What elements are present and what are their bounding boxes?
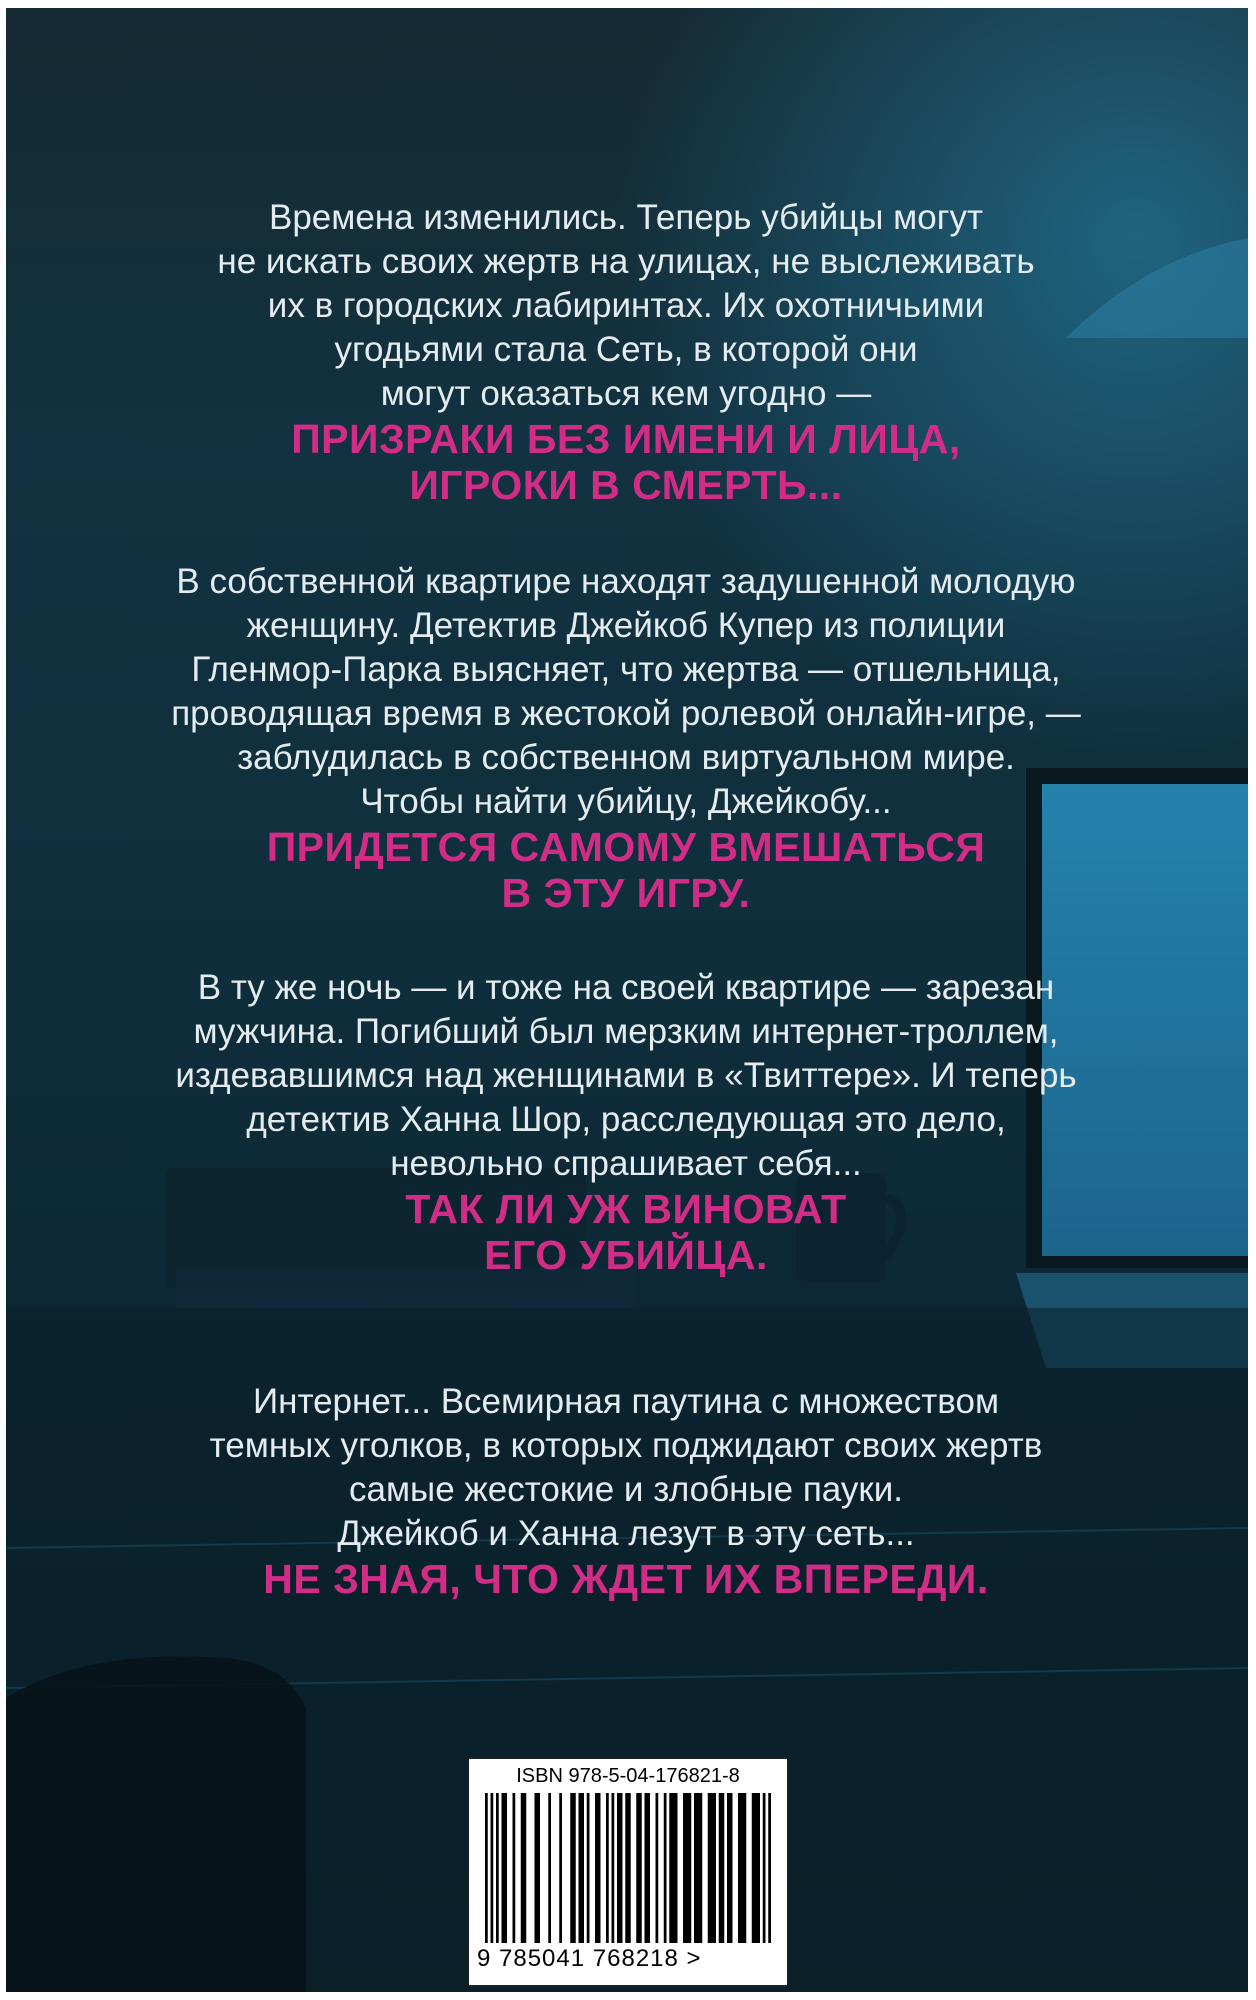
text-line: проводящая время в жестокой ролевой онлайн-игре, — [171, 694, 1081, 733]
text-line: Гленмор-Парка выясняет, что жертва — отшельница, [191, 650, 1061, 689]
highlight-line: В ЭТУ ИГРУ. [501, 870, 751, 916]
text-line: самые жестокие и злобные пауки. [349, 1470, 903, 1509]
text-line: Джейкоб и Ханна лезут в эту сеть... [337, 1514, 915, 1553]
text-line: угодьями стала Сеть, в которой они [334, 330, 918, 369]
blurb-paragraph-4 [126, 1380, 1126, 1602]
blurb-paragraph-3 [126, 966, 1126, 1278]
book-back-cover [6, 8, 1248, 1992]
text-line: темных уголков, в которых поджидают своих жертв [209, 1426, 1043, 1465]
barcode-bar [656, 1793, 659, 1943]
text-line: не искать своих жертв на улицах, не выслеживать [217, 242, 1035, 281]
barcode-bar [491, 1793, 494, 1943]
text-line: их в городских лабиринтах. Их охотничьими [267, 286, 985, 325]
barcode-bar [645, 1793, 651, 1943]
isbn-label: ISBN 978-5-04-176821-8 [516, 1765, 740, 1787]
text-line: мужчина. Погибший был мерзким интернет-троллем, [193, 1012, 1059, 1051]
text-line: В собственной квартире находят задушенной молодую [176, 562, 1076, 601]
text-line: невольно спрашивает себя... [390, 1144, 862, 1183]
barcode-bar [708, 1793, 716, 1943]
text-line: Интернет... Всемирная паутина с множеством [252, 1382, 1000, 1421]
highlight-line: ПРИЗРАКИ БЕЗ ИМЕНИ И ЛИЦА, [291, 416, 961, 462]
text-line: Времена изменились. Теперь убийцы могут [269, 198, 983, 237]
barcode-bar [535, 1793, 541, 1943]
blurb-paragraph-1 [126, 196, 1126, 508]
barcode-bar [669, 1793, 677, 1943]
barcode-bar [502, 1793, 508, 1943]
barcode-bars [485, 1793, 771, 1943]
barcode-bar [683, 1793, 691, 1943]
barcode-bar [625, 1793, 631, 1943]
barcode-bar [617, 1793, 623, 1943]
highlight-line: ПРИДЕТСЯ САМОМУ ВМЕШАТЬСЯ [266, 824, 986, 870]
highlight-line: ТАК ЛИ УЖ ВИНОВАТ [405, 1186, 847, 1232]
barcode-bar [521, 1793, 527, 1943]
barcode-bar [763, 1793, 766, 1943]
barcode-bar [579, 1793, 585, 1943]
text-line: заблудилась в собственном виртуальном мире. [237, 738, 1015, 777]
barcode-bar [513, 1793, 516, 1943]
text-line: Чтобы найти убийцу, Джейкобу... [360, 782, 892, 821]
barcode-bar [664, 1793, 667, 1943]
text-line: издевавшимся над женщинами в «Твиттере». И теперь [175, 1056, 1077, 1095]
highlight-line: ИГРОКИ В СМЕРТЬ... [409, 462, 843, 508]
barcode-bar [738, 1793, 746, 1943]
text-line: женщину. Детектив Джейкоб Купер из полиции [246, 606, 1006, 645]
chair [6, 1656, 306, 1992]
isbn-barcode [468, 1758, 788, 1986]
barcode-bar [752, 1793, 760, 1943]
barcode-bar [587, 1793, 590, 1943]
barcode-bar [768, 1793, 771, 1943]
text-line: В ту же ночь — и тоже на своей квартире — зарезан [197, 968, 1055, 1007]
barcode-bar [570, 1793, 576, 1943]
highlight-line: ЕГО УБИЙЦА. [484, 1232, 768, 1278]
barcode-bar [727, 1793, 733, 1943]
barcode-digits: 9 785041 768218 > [477, 1945, 702, 1972]
barcode-bar [559, 1793, 562, 1943]
barcode-bar [636, 1793, 642, 1943]
text-line: детектив Ханна Шор, расследующая это дело, [246, 1100, 1006, 1139]
text-line: могут оказаться кем угодно — [380, 374, 872, 413]
barcode-bar [485, 1793, 488, 1943]
highlight-line: НЕ ЗНАЯ, ЧТО ЖДЕТ ИХ ВПЕРЕДИ. [263, 1556, 989, 1602]
barcode-bar [606, 1793, 609, 1943]
barcode-bar [548, 1793, 551, 1943]
barcode-bar [496, 1793, 499, 1943]
barcode-bar [595, 1793, 601, 1943]
barcode-bar [694, 1793, 702, 1943]
barcode-bar [612, 1793, 615, 1943]
blurb-paragraph-2 [126, 560, 1126, 916]
barcode-bar [719, 1793, 725, 1943]
